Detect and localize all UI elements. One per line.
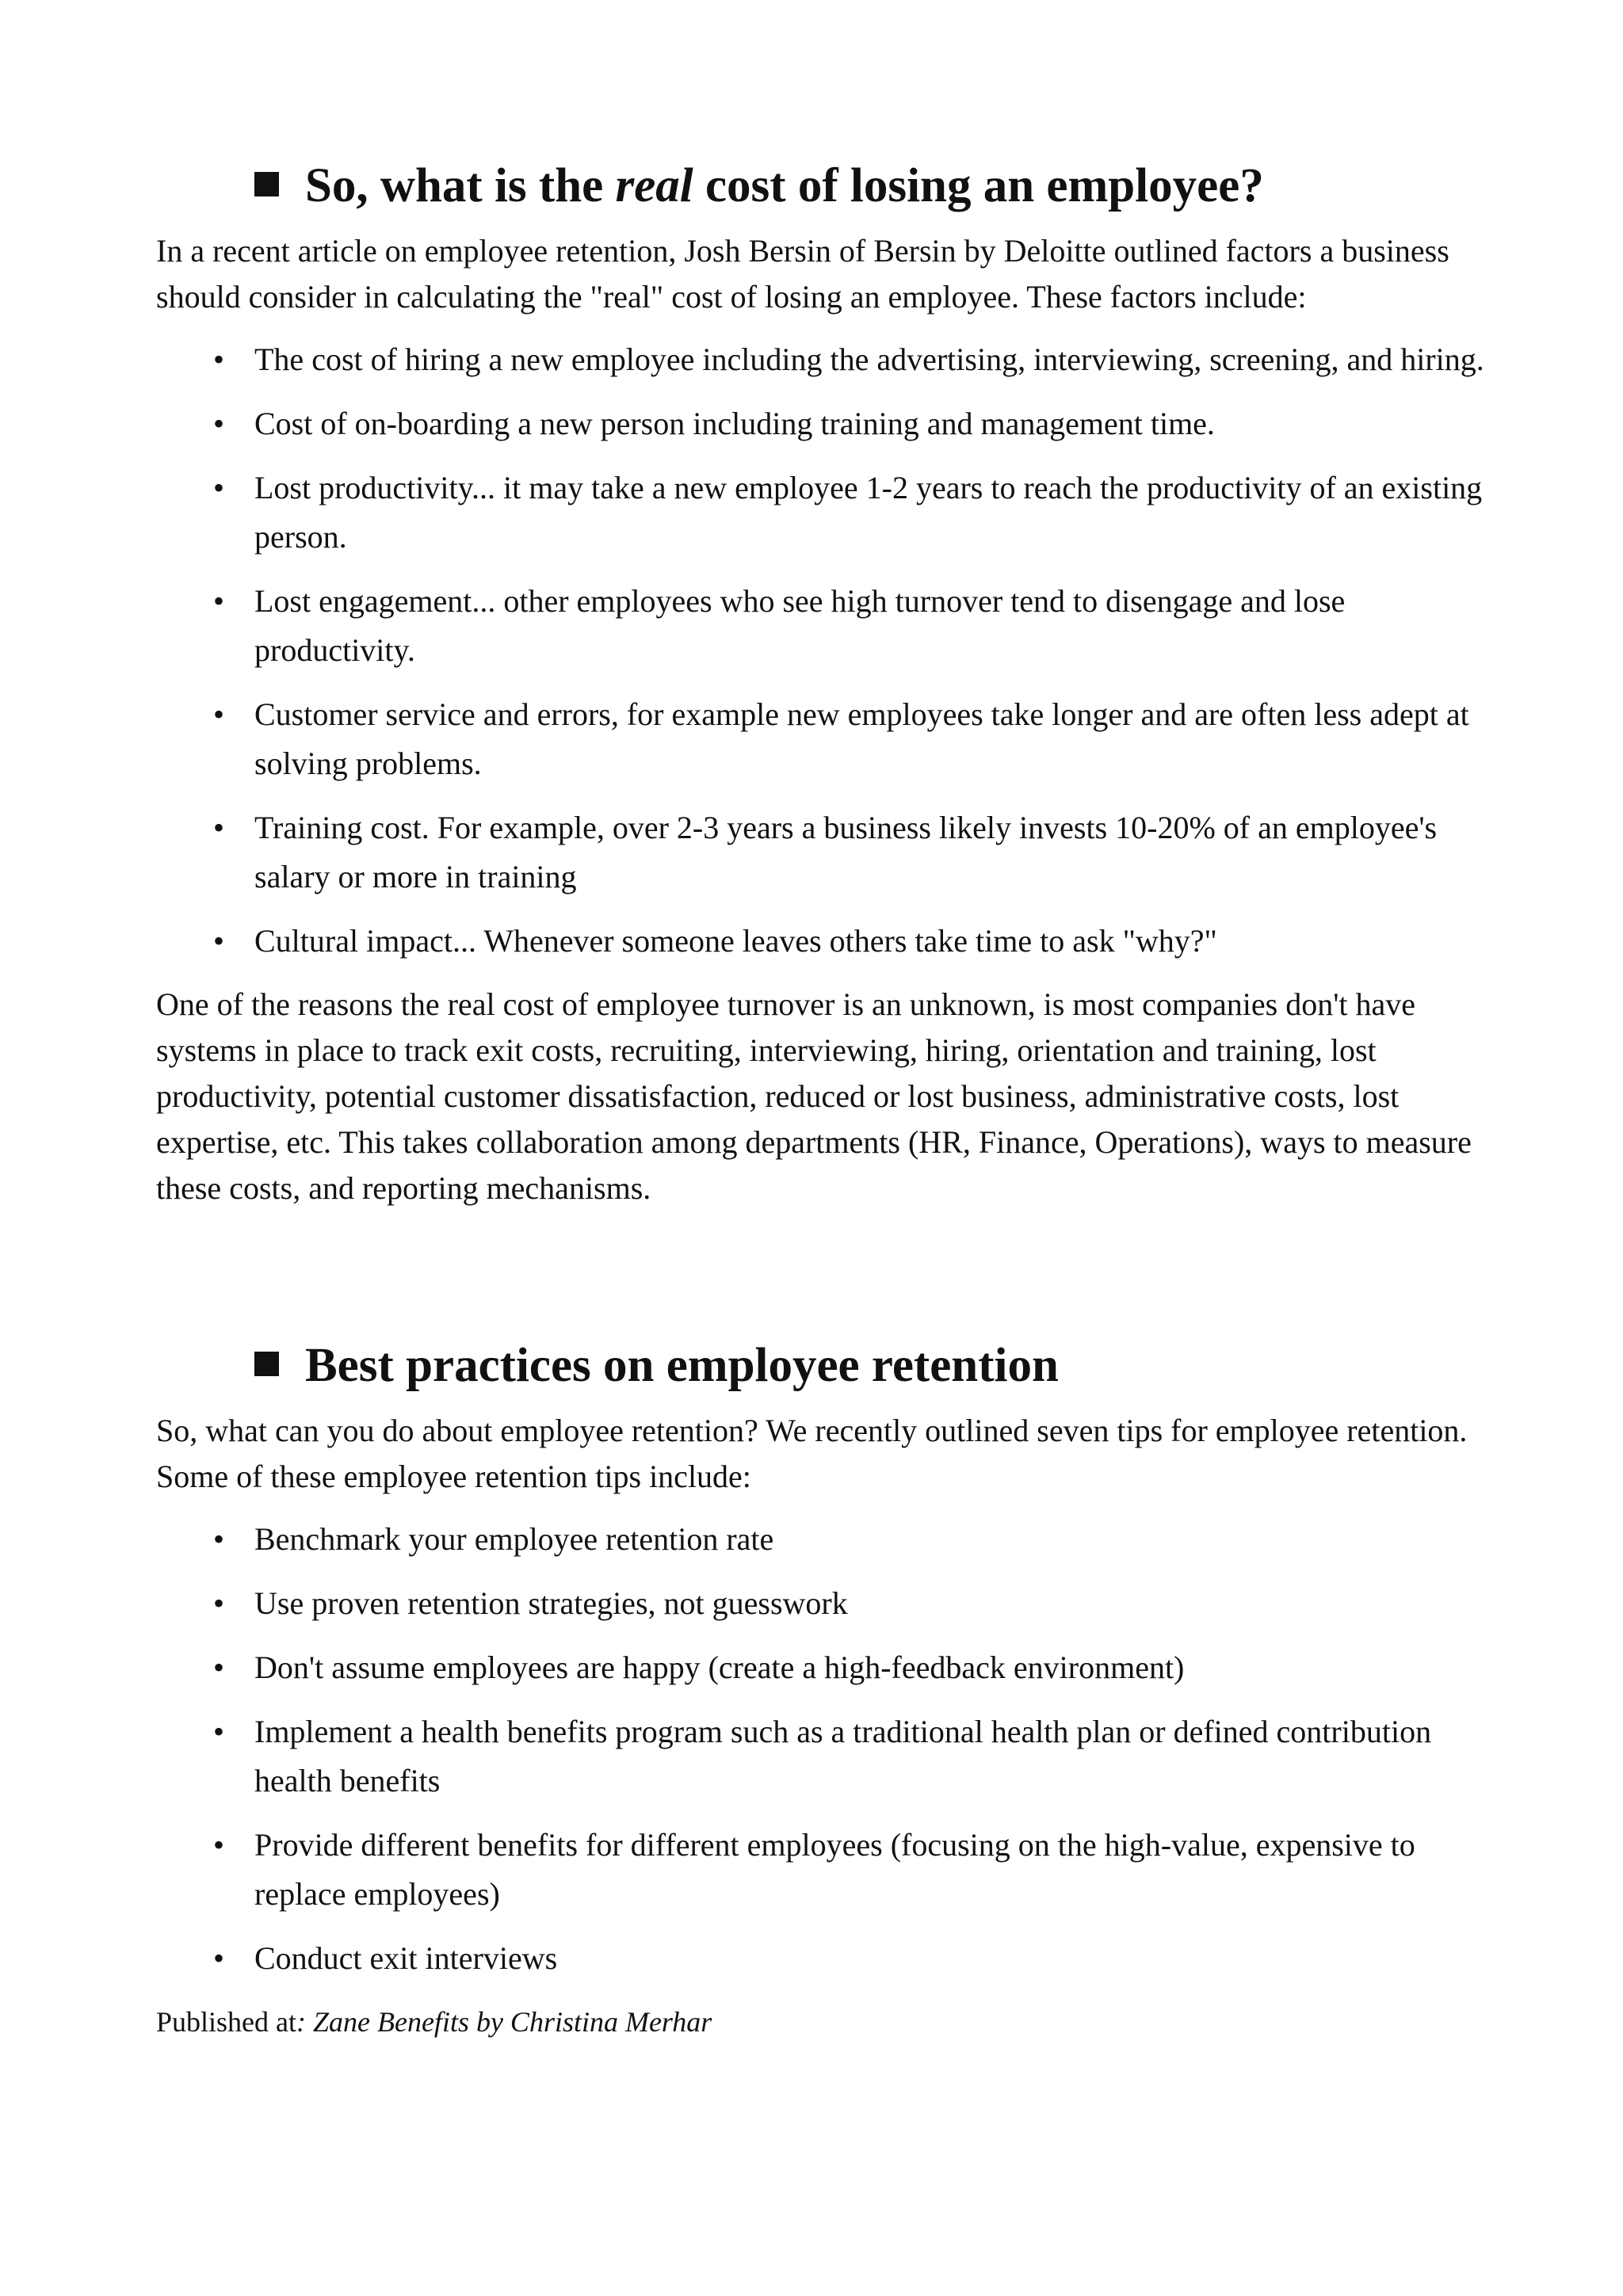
list-item-text: Cost of on-boarding a new person including training and management time.	[254, 406, 1215, 441]
bullet-icon: •	[213, 1714, 225, 1749]
list-item-text: Lost engagement... other employees who see high turnover tend to disengage and lose productivity.	[254, 583, 1346, 668]
list-item-text: Use proven retention strategies, not guesswork	[254, 1585, 848, 1621]
list-item-text: Provide different benefits for different employees (focusing on the high-value, expensive to replace employees)	[254, 1827, 1415, 1912]
section-heading-real-cost	[254, 151, 1487, 222]
published-at-source: : Zane Benefits by Christina Merhar	[296, 2006, 712, 2038]
list-item	[156, 690, 1487, 788]
section-real-cost	[156, 151, 1487, 1211]
list-item	[156, 1643, 1487, 1692]
black-square-icon	[254, 1352, 279, 1376]
list-item-text: The cost of hiring a new employee including the advertising, interviewing, screening, and hiring.	[254, 341, 1484, 377]
list-item-text: Don't assume employees are happy (create a high-feedback environment)	[254, 1650, 1185, 1685]
heading-text-end: cost of losing an employee?	[693, 159, 1264, 212]
heading-text-start: So, what is the	[305, 159, 616, 212]
list-item-text: Cultural impact... Whenever someone leaves others take time to ask "why?"	[254, 923, 1217, 959]
bullet-icon: •	[213, 470, 225, 505]
intro-paragraph: In a recent article on employee retention, Josh Bersin of Bersin by Deloitte outlined factors a business should consider in calculating the "real" cost of losing an employee. These factors include:	[156, 233, 1449, 315]
list-item-text: Training cost. For example, over 2-3 years a business likely invests 10-20% of an employee's salary or more in training	[254, 810, 1438, 894]
bullet-icon: •	[213, 810, 225, 845]
section-heading-best-practices	[254, 1330, 1487, 1402]
list-item-text: Customer service and errors, for example new employees take longer and are often less adept at solving problems.	[254, 696, 1469, 781]
bullet-icon: •	[213, 696, 225, 732]
bullet-icon: •	[213, 1521, 225, 1557]
bullet-icon: •	[213, 923, 225, 959]
black-square-icon	[254, 172, 279, 196]
list-item	[156, 463, 1487, 562]
retention-tips-list	[156, 1515, 1487, 1983]
list-item	[156, 1821, 1487, 1919]
list-item	[156, 577, 1487, 675]
bullet-icon: •	[213, 1650, 225, 1685]
intro-paragraph: So, what can you do about employee retention? We recently outlined seven tips for employee retention. Some of these employee retention tips include:	[156, 1413, 1468, 1494]
list-item-text: Lost productivity... it may take a new employee 1-2 years to reach the productivity of an existing person.	[254, 470, 1483, 555]
bullet-icon: •	[213, 583, 225, 619]
closing-paragraph: One of the reasons the real cost of employee turnover is an unknown, is most companies don't have systems in place to track exit costs, recruiting, interviewing, hiring, orientation and training, lost productivity, potential customer dissatisfaction, reduced or lost business, administrative costs, lost expertise, etc. This takes collaboration among departments (HR, Finance, Operations), ways to measure these costs, and reporting mechanisms.	[156, 986, 1472, 1206]
list-item	[156, 803, 1487, 902]
heading-text: Best practices on employee retention	[305, 1339, 1059, 1392]
document-page	[156, 151, 1487, 2072]
list-item	[156, 1707, 1487, 1806]
list-item	[156, 399, 1487, 448]
list-item	[156, 335, 1487, 384]
list-item-text: Conduct exit interviews	[254, 1940, 558, 1976]
list-item	[156, 1934, 1487, 1983]
bullet-icon: •	[213, 341, 225, 377]
list-item	[156, 917, 1487, 966]
list-item-text: Implement a health benefits program such as a traditional health plan or defined contribution health benefits	[254, 1714, 1432, 1798]
published-at-credit	[156, 2000, 1487, 2043]
bullet-icon: •	[213, 406, 225, 441]
published-at-label: Published at	[156, 2006, 296, 2038]
list-item-text: Benchmark your employee retention rate	[254, 1521, 774, 1557]
bullet-icon: •	[213, 1827, 225, 1863]
section-best-practices	[156, 1330, 1487, 1983]
bullet-icon: •	[213, 1585, 225, 1621]
cost-factors-list	[156, 335, 1487, 966]
list-item	[156, 1515, 1487, 1564]
heading-emphasis: real	[615, 159, 693, 212]
bullet-icon: •	[213, 1940, 225, 1976]
list-item	[156, 1579, 1487, 1628]
